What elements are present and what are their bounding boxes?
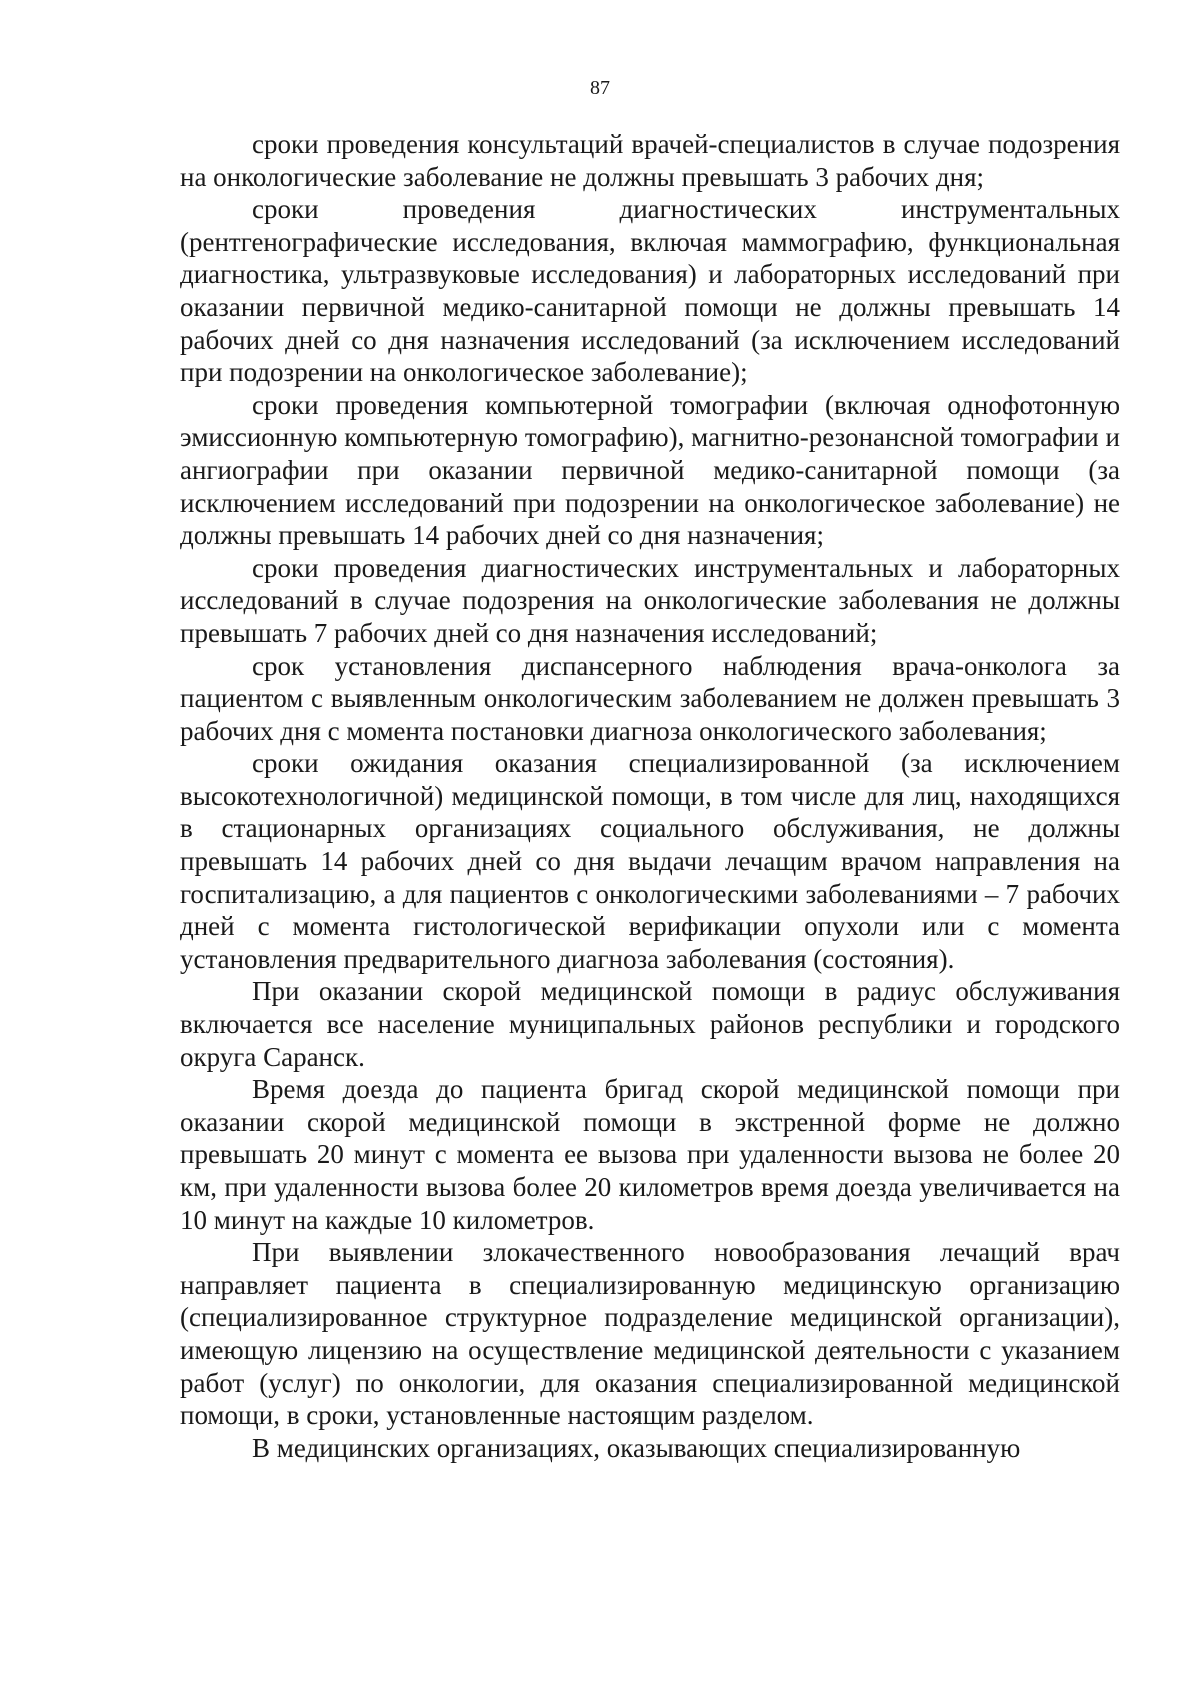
paragraph-oncology-diagnostics: сроки проведения диагностических инструментальных и лабораторных исследований в случае подозрения на онкологические заболевания не должны превышать 7 рабочих дней со дня назначения исследований; [180, 552, 1120, 648]
paragraph-specialized-care: сроки ожидания оказания специализированной (за исключением высокотехнологичной) медицинской помощи, в том числе для лиц, находящихся в стационарных организациях социального обслуживания, не должны превышать 14 рабочих дней со дня выдачи лечащим врачом направления на госпитализацию, а для пациентов с онкологическими заболеваниями – 7 рабочих дней с момента гистологической верификации опухоли или с момента установления предварительного диагноза заболевания (состояния). [180, 748, 1120, 974]
paragraph-tomography: сроки проведения компьютерной томографии (включая однофотонную эмиссионную компьютерную томографию), магнитно-резонансной томографии и ангиографии при оказании первичной медико-санитарной помощи (за исключением исследований при подозрении на онкологическое заболевание) не должны превышать 14 рабочих дней со дня назначения; [180, 389, 1120, 551]
paragraph-dispensary: срок установления диспансерного наблюдения врача-онколога за пациентом с выявленным онкологическим заболеванием не должен превышать 3 рабочих дня с момента постановки диагноза онкологического заболевания; [180, 650, 1120, 746]
paragraph-continued: В медицинских организациях, оказывающих специализированную [252, 1432, 1021, 1463]
paragraph-ambulance-time: Время доезда до пациента бригад скорой медицинской помощи при оказании скорой медицинской помощи в экстренной форме не должно превышать 20 минут с момента ее вызова при удаленности вызова не более 20 км, при удаленности вызова более 20 километров время доезда увеличивается на 10 минут на каждые 10 километров. [180, 1074, 1120, 1235]
paragraph-consultations: сроки проведения консультаций врачей-специалистов в случае подозрения на онкологические заболевание не должны превышать 3 рабочих дня; [180, 129, 1120, 192]
page-number: 87 [590, 77, 610, 99]
document-body [180, 128, 1120, 1464]
paragraph-ambulance-radius: При оказании скорой медицинской помощи в радиус обслуживания включается все население муниципальных районов республики и городского округа Саранск. [180, 976, 1120, 1072]
paragraph-referral: При выявлении злокачественного новообразования лечащий врач направляет пациента в специализированную медицинскую организацию (специализированное структурное подразделение медицинской организации), имеющую лицензию на осуществление медицинской деятельности с указанием работ (услуг) по онкологии, для оказания специализированной медицинской помощи, в сроки, установленные настоящим разделом. [180, 1237, 1120, 1431]
paragraph-diagnostics: сроки проведения диагностических инструментальных (рентгенографические исследования, включая маммографию, функциональная диагностика, ультразвуковые исследования) и лабораторных исследований при оказании первичной медико-санитарной помощи не должны превышать 14 рабочих дней со дня назначения исследований (за исключением исследований при подозрении на онкологическое заболевание); [180, 194, 1120, 388]
